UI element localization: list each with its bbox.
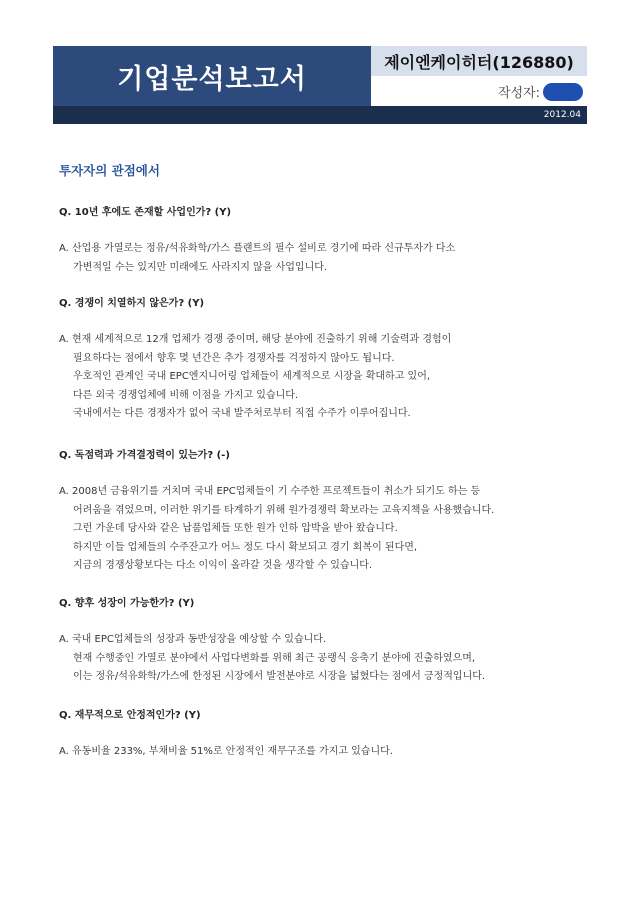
answer-line: 지금의 경쟁상황보다는 다소 이익이 올라갈 것을 생각할 수 있습니다. xyxy=(73,560,373,571)
qa-block-2 xyxy=(59,294,569,424)
answer-line: A. 유동비율 233%, 부채비율 51%로 안정적인 재무구조를 가지고 있습니다. xyxy=(59,746,393,757)
answer-line: 국내에서는 다른 경쟁자가 없어 국내 발주처로부터 직접 수주가 이루어집니다. xyxy=(73,408,411,419)
question: Q. 경쟁이 치열하지 않은가? (Y) xyxy=(59,298,205,309)
answer-line: A. 국내 EPC업체들의 성장과 동반성장을 예상할 수 있습니다. xyxy=(59,634,327,645)
question: Q. 향후 성장이 가능한가? (Y) xyxy=(59,598,195,609)
section-title: 투자자의 관점에서 xyxy=(59,163,160,178)
date-bar xyxy=(53,106,587,124)
report-title: 기업분석보고서 xyxy=(53,46,371,106)
answer-line: 어려움을 겪었으며, 이러한 위기를 타계하기 위해 원가경쟁력 확보라는 고육지책을 사용했습니다. xyxy=(73,504,495,516)
report-date: 2012.04 xyxy=(543,110,581,120)
answer-line: 우호적인 관계인 국내 EPC엔지니어링 업체들이 세계적으로 시장을 확대하고 있어, xyxy=(73,371,431,382)
qa-block-1 xyxy=(59,203,569,277)
report-header xyxy=(53,46,587,106)
answer-line: A. 2008년 금융위기를 거치며 국내 EPC업체들이 기 수주한 프로젝트들이 취소가 되기도 하는 등 xyxy=(59,486,481,497)
answer-line: 필요하다는 점에서 향후 몇 년간은 추가 경쟁자를 걱정하지 않아도 됩니다. xyxy=(73,352,395,364)
answer-line: 이는 정유/석유화학/가스에 한정된 시장에서 발전분야로 시장을 넓혔다는 점에서 긍정적입니다. xyxy=(73,671,486,682)
answer-line: 다른 외국 경쟁업체에 비해 이점을 가지고 있습니다. xyxy=(73,389,299,401)
answer-line: A. 산업용 가열로는 정유/석유화학/가스 플랜트의 필수 설비로 경기에 따라 신규투자가 다소 xyxy=(59,243,456,254)
answer-line: 하지만 이들 업체들의 수주잔고가 어느 정도 다시 확보되고 경기 회복이 된다면, xyxy=(73,541,418,553)
author-label: 작성자: xyxy=(497,86,540,101)
answer-line: 그런 가운데 당사와 같은 납품업체들 또한 원가 인하 압박을 받아 왔습니다. xyxy=(73,523,398,534)
question: Q. 독점력과 가격결정력이 있는가? (-) xyxy=(59,450,230,461)
answer-line: 현재 수행중인 가열로 분야에서 사업다변화를 위해 최근 공랭식 응축기 분야에 진출하였으며, xyxy=(73,652,476,664)
qa-block-5 xyxy=(59,706,569,762)
author-line xyxy=(498,82,583,101)
answer-line: 가변적일 수는 있지만 미래에도 사라지지 않을 사업입니다. xyxy=(73,261,328,273)
question: Q. 재무적으로 안정적인가? (Y) xyxy=(59,710,201,721)
answer-line: A. 현재 세계적으로 12개 업체가 경쟁 중이며, 해당 분야에 진출하기 위해 기술력과 경험이 xyxy=(59,334,452,345)
qa-block-3 xyxy=(59,446,569,576)
redacted-author-mark xyxy=(543,83,583,101)
company-name: 제이엔케이히터(126880) xyxy=(371,46,587,76)
qa-block-4 xyxy=(59,594,569,687)
question: Q. 10년 후에도 존재할 사업인가? (Y) xyxy=(59,207,232,218)
